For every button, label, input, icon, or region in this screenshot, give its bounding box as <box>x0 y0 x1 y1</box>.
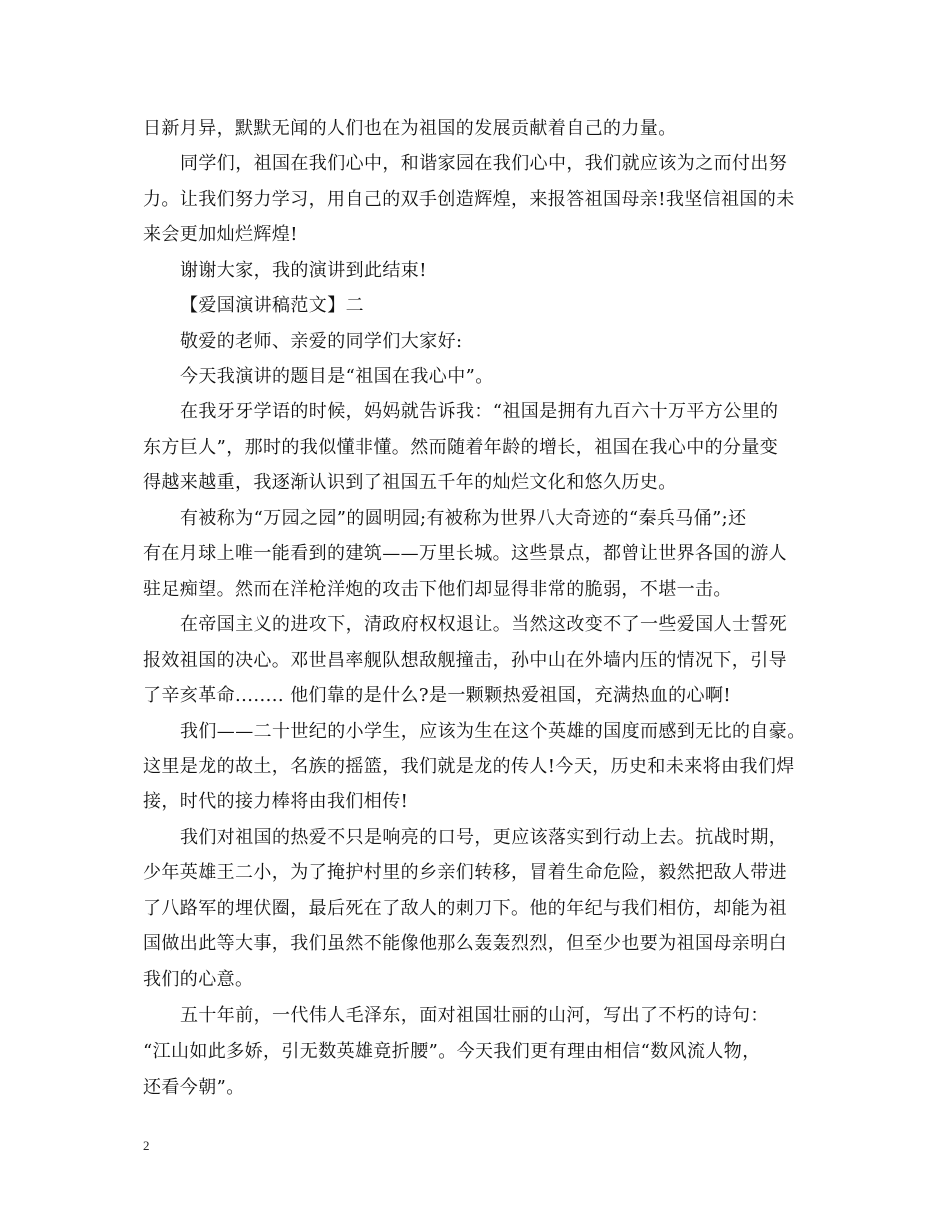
text-line: 这里是龙的故土，名族的摇篮，我们就是龙的传人!今天，历史和未来将由我们焊 <box>143 756 795 777</box>
text-line: 今天我演讲的题目是“祖国在我心中”。 <box>180 366 494 387</box>
text-line: 少年英雄王二小，为了掩护村里的乡亲们转移，冒着生命危险，毅然把敌人带进 <box>143 862 787 883</box>
text-line: 接，时代的接力棒将由我们相传! <box>143 791 409 812</box>
text-line: 在帝国主义的进攻下，清政府权权退让。当然这改变不了一些爱国人士誓死 <box>180 614 788 635</box>
text-line: 了八路军的埋伏圈，最后死在了敌人的刺刀下。他的年纪与我们相仿，却能为祖 <box>143 898 787 919</box>
text-line: 同学们，祖国在我们心中，和谐家园在我们心中，我们就应该为之而付出努 <box>180 153 788 174</box>
text-line: 五十年前，一代伟人毛泽东，面对祖国壮丽的山河，写出了不朽的诗句： <box>180 1005 769 1026</box>
text-line: 报效祖国的决心。邓世昌率舰队想敌舰撞击，孙中山在外墙内压的情况下，引导 <box>143 650 787 671</box>
page-number: 2 <box>143 1138 150 1153</box>
text-line: 我们的心意。 <box>143 969 254 990</box>
text-line: 还看今朝”。 <box>143 1077 245 1098</box>
text-line: 来会更加灿烂辉煌! <box>143 224 298 245</box>
text-line: 国做出此等大事，我们虽然不能像他那么轰轰烈烈，但至少也要为祖国母亲明白 <box>143 933 787 954</box>
text-line: 驻足痴望。然而在洋枪洋炮的攻击下他们却显得非常的脆弱，不堪一击。 <box>143 579 732 600</box>
text-line: 了辛亥革命........ 他们靠的是什么?是一颗颗热爱祖国，充满热血的心啊! <box>143 685 731 706</box>
text-line: 有被称为“万园之园”的圆明园;有被称为世界八大奇迹的“秦兵马俑”;还 <box>180 508 747 529</box>
text-line: 得越来越重，我逐渐认识到了祖国五千年的灿烂文化和悠久历史。 <box>143 472 677 493</box>
section-heading: 【爱国演讲稿范文】二 <box>180 295 364 316</box>
text-line: 在我牙牙学语的时候，妈妈就告诉我：“祖国是拥有九百六十万平方公里的 <box>180 401 779 422</box>
text-line: 敬爱的老师、亲爱的同学们大家好: <box>180 331 463 352</box>
text-line: 力。让我们努力学习，用自己的双手创造辉煌，来报答祖国母亲!我坚信祖国的未 <box>143 189 795 210</box>
text-line: 我们对祖国的热爱不只是响亮的口号，更应该落实到行动上去。抗战时期， <box>180 827 788 848</box>
text-line: 日新月异，默默无闻的人们也在为祖国的发展贡献着自己的力量。 <box>143 118 677 139</box>
text-line: “江山如此多娇，引无数英雄竟折腰”。今天我们更有理由相信“数风流人物， <box>143 1041 761 1062</box>
text-line: 有在月球上唯一能看到的建筑——万里长城。这些景点，都曾让世界各国的游人 <box>143 543 787 564</box>
text-line: 谢谢大家，我的演讲到此结束! <box>180 260 427 281</box>
text-line: 东方巨人”，那时的我似懂非懂。然而随着年龄的增长，祖国在我心中的分量变 <box>143 437 779 458</box>
text-line: 我们——二十世纪的小学生，应该为生在这个英雄的国度而感到无比的自豪。 <box>180 721 806 742</box>
